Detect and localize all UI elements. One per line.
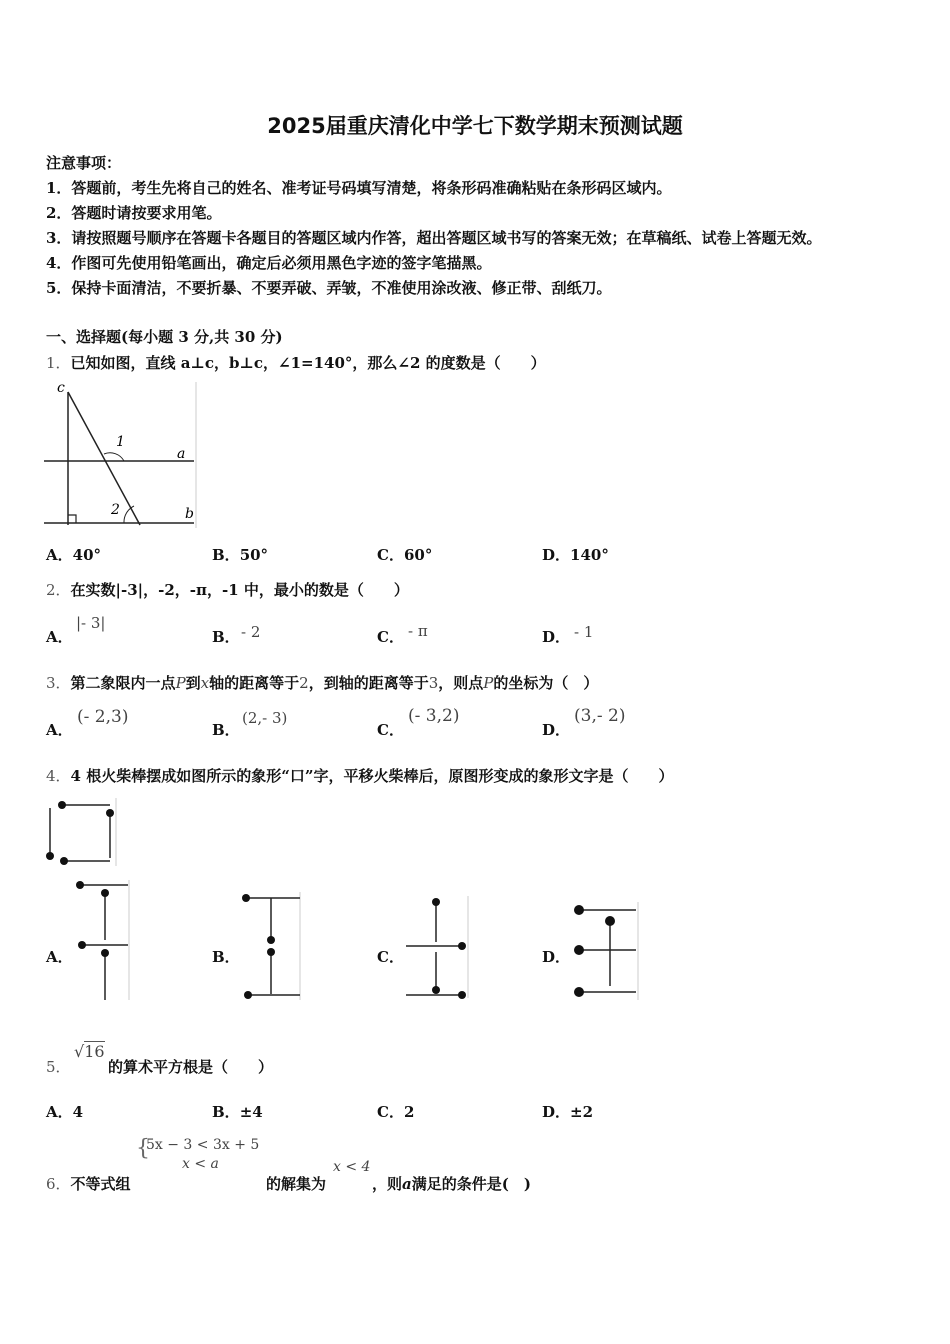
solution-set: x < 4 (333, 1159, 371, 1175)
q4-option-c-figure (404, 892, 472, 1002)
option-c: C． (377, 721, 404, 739)
option-b-value: (2,- 3) (242, 709, 288, 727)
q1-figure (44, 380, 200, 530)
option-b-value: - 2 (241, 623, 261, 641)
question-text: 已知如图，直线 a⊥c，b⊥c，∠1=140°，那么∠2 的度数是（ ） (70, 354, 546, 372)
q4-option-d-figure (570, 900, 642, 1004)
brace-icon: { (136, 1136, 150, 1161)
option-a: A．40° (46, 546, 102, 564)
option-a-value: |- 3| (76, 614, 106, 632)
notice-item: 4．作图可先使用铅笔画出，确定后必须用黑色字迹的签字笔描黑。 (46, 254, 492, 272)
question-text: 4 根火柴棒摆成如图所示的象形“口”字，平移火柴棒后，原图形变成的象形文字是（ ） (70, 767, 674, 785)
page-title: 2025届重庆清化中学七下数学期末预测试题 (267, 114, 683, 138)
option-a-value: (- 2,3) (77, 707, 129, 727)
question-1 (46, 352, 546, 373)
option-c: C．2 (377, 1103, 415, 1121)
question-text-2: ，则a满足的条件是( ) (372, 1175, 531, 1193)
option-d: D． (542, 628, 571, 646)
option-d: D．140° (542, 546, 609, 564)
option-a: A． (46, 628, 73, 646)
question-number: 6． (46, 1175, 71, 1193)
option-c-value: - π (408, 622, 428, 640)
option-c: C． (377, 628, 404, 646)
option-d: D． (542, 721, 571, 739)
option-b: B． (212, 721, 240, 739)
question-text: 的解集为 (266, 1175, 327, 1193)
question-number: 2． (46, 581, 71, 599)
question-text: 在实数|-3|，-2，-π，-1 中，最小的数是（ ） (70, 581, 409, 599)
option-d: D． (542, 948, 571, 966)
question-text: 的算术平方根是（ ） (108, 1058, 274, 1076)
notice-item: 2．答题时请按要求用笔。 (46, 204, 222, 222)
option-a: A． (46, 948, 73, 966)
inequality-2: x < a (182, 1156, 219, 1172)
label-b: b (185, 506, 194, 522)
option-b: B． (212, 948, 240, 966)
label-a: a (177, 446, 186, 462)
question-6: 6．不等式组 (46, 1175, 131, 1193)
option-c: C． (377, 948, 404, 966)
option-c-value: (- 3,2) (408, 706, 460, 726)
question-4 (46, 765, 673, 786)
q4-option-a-figure (72, 878, 132, 1002)
notice-heading: 注意事项： (46, 154, 122, 172)
q4-option-b-figure (238, 890, 304, 1002)
question-number: 4． (46, 767, 71, 785)
notice-item: 5．保持卡面清洁，不要折暴、不要弄破、弄皱，不准使用涂改液、修正带、刮纸刀。 (46, 279, 612, 297)
question-5 (46, 1056, 71, 1077)
question-number: 5． (46, 1058, 71, 1076)
option-c: C．60° (377, 546, 433, 564)
option-b: B．±4 (212, 1103, 263, 1121)
question-number: 3． (46, 674, 71, 692)
option-a: A．4 (46, 1103, 84, 1121)
label-angle1: 1 (116, 434, 125, 450)
option-d-value: - 1 (574, 623, 594, 641)
section-heading: 一、选择题(每小题 3 分,共 30 分) (46, 328, 283, 346)
option-b: B． (212, 628, 240, 646)
question-number: 1． (46, 354, 71, 372)
sqrt-sign: √ (74, 1042, 85, 1061)
option-d: D．±2 (542, 1103, 594, 1121)
sqrt-expression: √16 (74, 1042, 105, 1061)
option-d-value: (3,- 2) (574, 706, 626, 726)
label-c: c (57, 380, 65, 396)
question-2 (46, 579, 409, 600)
inequality-1: 5x − 3 < 3x + 5 (146, 1137, 260, 1153)
notice-item: 1．答题前，考生先将自己的姓名、准考证号码填写清楚，将条形码准确粘贴在条形码区域内。 (46, 179, 672, 197)
q4-original-figure (44, 796, 118, 868)
option-a: A． (46, 721, 73, 739)
notice-item: 3．请按照题号顺序在答题卡各题目的答题区域内作答，超出答题区域书写的答案无效；在草稿纸、试卷上答题无效。 (46, 229, 822, 247)
label-angle2: 2 (111, 502, 120, 518)
option-b: B．50° (212, 546, 269, 564)
question-3: 3．第二象限内一点P到x轴的距离等于2，到轴的距离等于3，则点P的坐标为（ ） (46, 674, 599, 692)
